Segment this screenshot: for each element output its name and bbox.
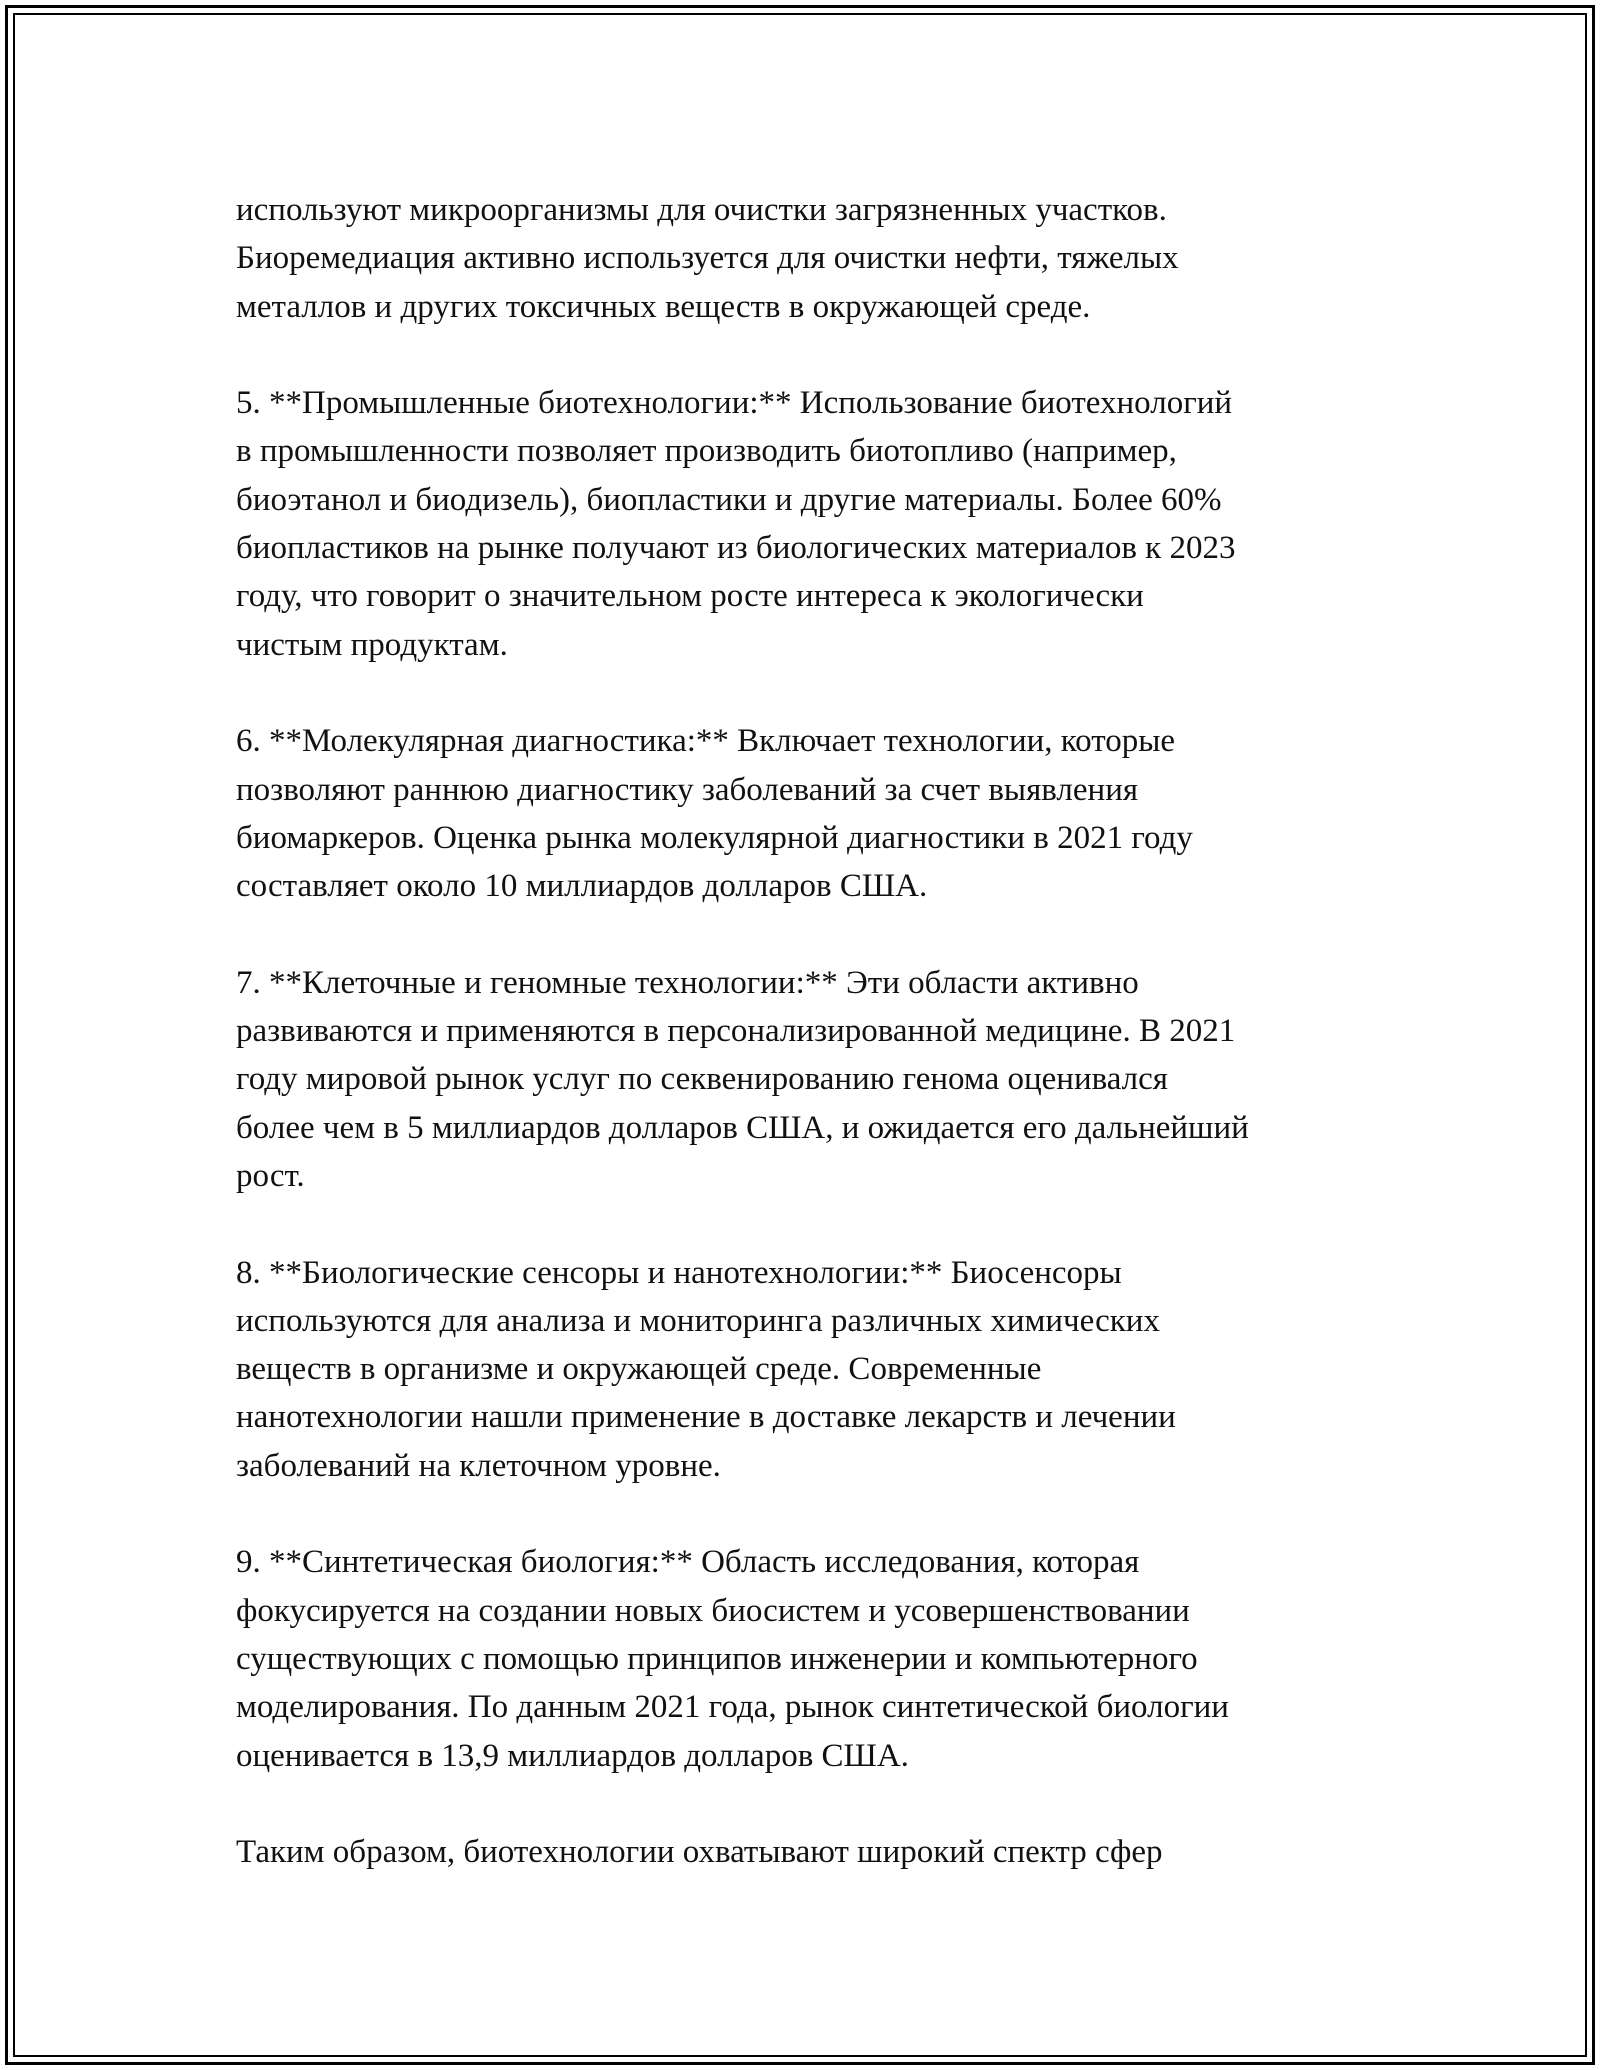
text-line: существующих с помощью принципов инженерии и компьютерного: [236, 1640, 1198, 1677]
paragraph-synthetic-biology: [236, 1538, 1396, 1779]
text-line: развиваются и применяются в персонализированной медицине. В 2021: [236, 1013, 1236, 1050]
paragraph-industrial-biotech: [236, 379, 1396, 669]
text-line: позволяют раннюю диагностику заболеваний за счет выявления: [236, 771, 1139, 808]
text-line: нанотехнологии нашли применение в доставке лекарств и лечении: [236, 1399, 1176, 1436]
text-line: используют микроорганизмы для очистки загрязненных участков.: [236, 192, 1167, 228]
text-line: используются для анализа и мониторинга различных химических: [236, 1302, 1160, 1339]
text-line: фокусируется на создании новых биосистем и усовершенствовании: [236, 1592, 1190, 1629]
document-body: [236, 186, 1396, 1876]
text-line: в промышленности позволяет производить биотопливо (например,: [236, 433, 1177, 470]
text-line: 6. **Молекулярная диагностика:** Включает технологии, которые: [236, 723, 1176, 760]
text-line: Биоремедиация активно используется для очистки нефти, тяжелых: [236, 240, 1179, 277]
text-line: биомаркеров. Оценка рынка молекулярной диагностики в 2021 году: [236, 819, 1193, 856]
text-line: биопластиков на рынке получают из биологических материалов к 2023: [236, 530, 1236, 567]
text-line: 5. **Промышленные биотехнологии:** Использование биотехнологий: [236, 385, 1233, 422]
text-line: составляет около 10 миллиардов долларов США.: [236, 868, 928, 905]
text-line: году, что говорит о значительном росте интереса к экологически: [236, 578, 1144, 615]
text-line: Таким образом, биотехнологии охватывают широкий спектр сфер: [236, 1834, 1163, 1871]
paragraph-cell-genome-tech: [236, 959, 1396, 1200]
text-line: 9. **Синтетическая биология:** Область исследования, которая: [236, 1544, 1140, 1581]
text-line: 7. **Клеточные и геномные технологии:** Эти области активно: [236, 964, 1139, 1001]
text-line: чистым продуктам.: [236, 626, 508, 663]
paragraph-biosensors-nanotech: [236, 1249, 1396, 1490]
paragraph-bioremediation: [236, 186, 1396, 331]
paragraph-molecular-diagnostics: [236, 717, 1396, 910]
text-line: заболеваний на клеточном уровне.: [236, 1447, 721, 1484]
text-line: биоэтанол и биодизель), биопластики и другие материалы. Более 60%: [236, 481, 1222, 518]
text-line: рост.: [236, 1157, 305, 1194]
text-line: веществ в организме и окружающей среде. Современные: [236, 1351, 1042, 1388]
text-line: металлов и других токсичных веществ в окружающей среде.: [236, 288, 1091, 325]
text-line: 8. **Биологические сенсоры и нанотехнологии:** Биосенсоры: [236, 1254, 1122, 1291]
paragraph-conclusion: [236, 1828, 1396, 1876]
text-line: оценивается в 13,9 миллиардов долларов США.: [236, 1737, 909, 1774]
text-line: более чем в 5 миллиардов долларов США, и ожидается его дальнейший: [236, 1109, 1249, 1146]
text-line: году мировой рынок услуг по секвенированию генома оценивался: [236, 1061, 1168, 1098]
text-line: моделирования. По данным 2021 года, рынок синтетической биологии: [236, 1689, 1229, 1726]
